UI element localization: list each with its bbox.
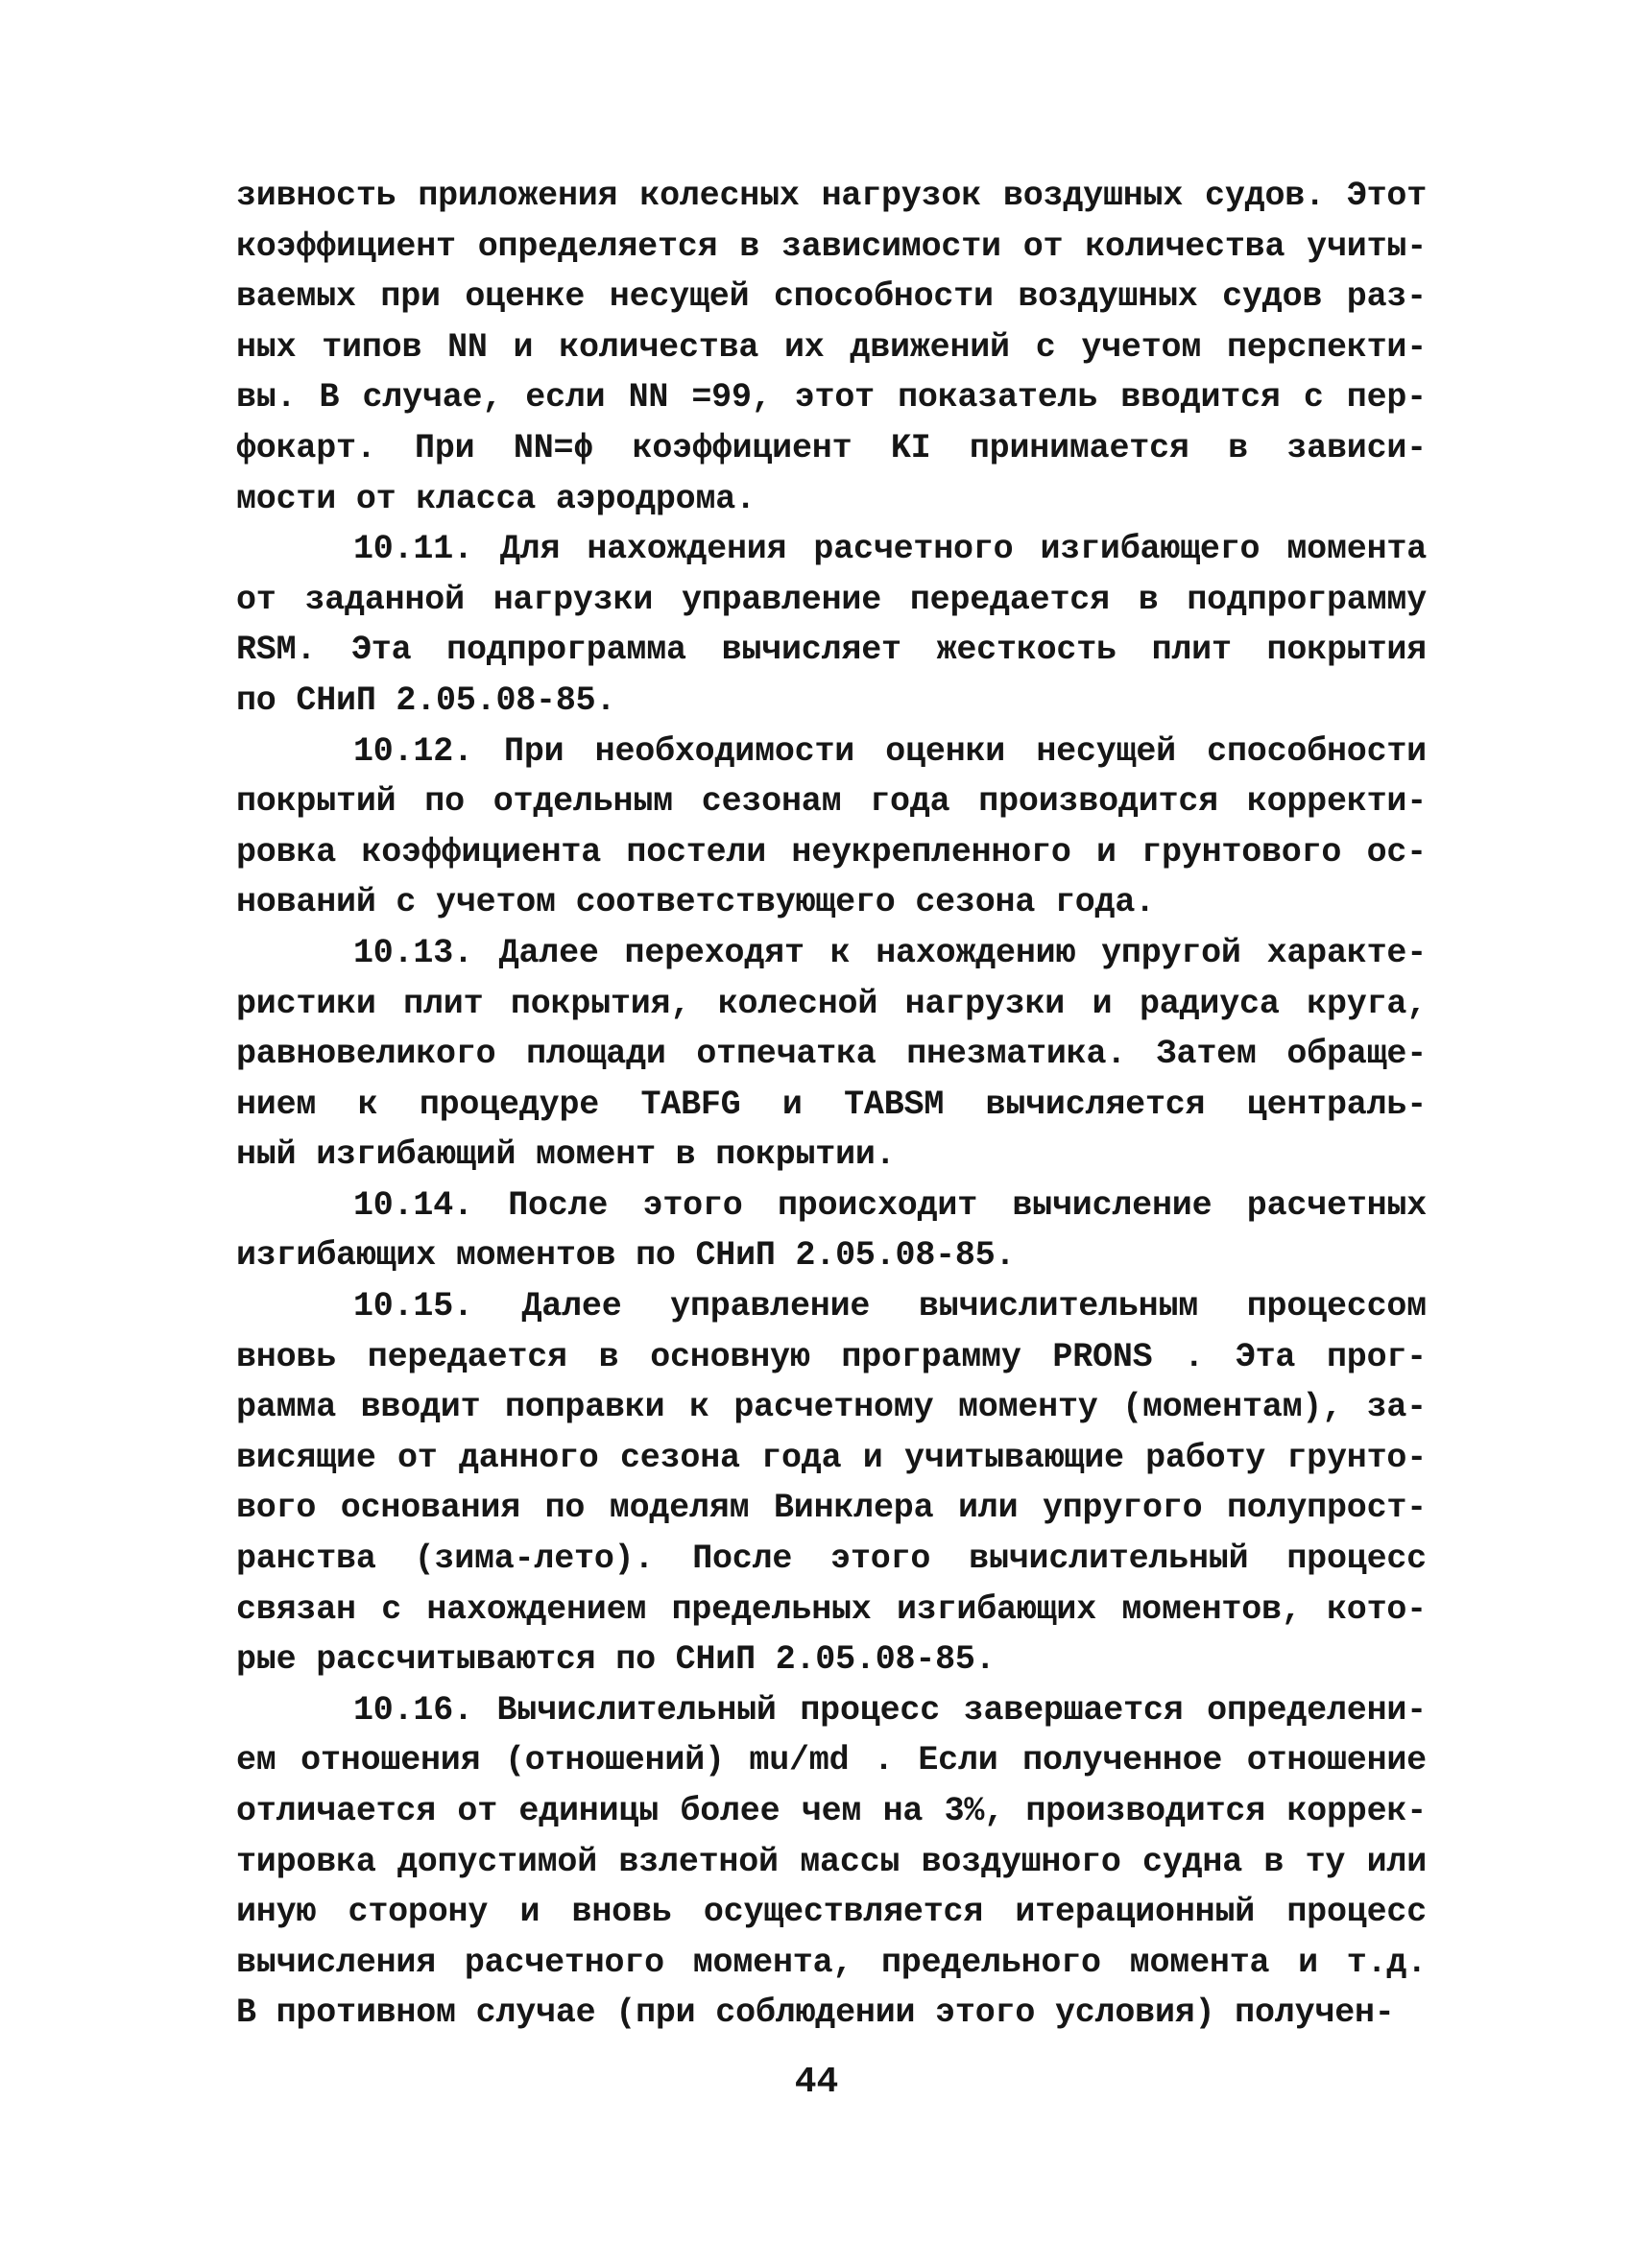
text-line: висящие от данного сезона года и учитывающие работу грунто-: [236, 1438, 1427, 1477]
text-line: покрытий по отдельным сезонам года производится корректи-: [236, 782, 1427, 822]
text-line: ровка коэффициента постели неукрепленного и грунтового ос-: [236, 832, 1427, 871]
text-line: В противном случае (при соблюдении этого условия) получен-: [236, 1993, 1395, 2033]
text-line: ристики плит покрытия, колесной нагрузки и радиуса круга,: [236, 984, 1427, 1023]
section-10-11-heading-line: 10.11. Для нахождения расчетного изгибающего момента: [353, 530, 1427, 569]
section-10-12-heading-line: 10.12. При необходимости оценки несущей способности: [353, 731, 1427, 771]
text-line: по СНиП 2.05.08-85.: [236, 680, 616, 720]
text-line: изгибающих моментов по СНиП 2.05.08-85.: [236, 1236, 1016, 1276]
text-line: коэффициент определяется в зависимости от количества учиты-: [236, 227, 1427, 266]
page-number: 44: [794, 2062, 839, 2103]
body-text: [236, 171, 1427, 2039]
text-line: рамма вводит поправки к расчетному моменту (моментам), за-: [236, 1388, 1427, 1427]
text-line: ранства (зима-лето). После этого вычислительный процесс: [236, 1540, 1427, 1579]
text-line: вновь передается в основную программу PRONS . Эта прог-: [236, 1337, 1427, 1376]
section-10-14-heading-line: 10.14. После этого происходит вычисление расчетных: [353, 1185, 1427, 1225]
text-line: от заданной нагрузки управление передается в подпрограмму: [236, 580, 1427, 619]
text-line: ваемых при оценке несущей способности воздушных судов раз-: [236, 277, 1427, 317]
text-line: RSM. Эта подпрограмма вычисляет жесткость плит покрытия: [236, 631, 1427, 670]
section-10-13-heading-line: 10.13. Далее переходят к нахождению упругой характе-: [353, 933, 1427, 972]
text-line: ный изгибающий момент в покрытии.: [236, 1135, 896, 1175]
text-line: тировка допустимой взлетной массы воздушного судна в ту или: [236, 1842, 1427, 1881]
text-line: нований с учетом соответствующего сезона года.: [236, 883, 1155, 922]
text-line: фокарт. При NN=ϕ коэффициент KI принимается в зависи-: [236, 428, 1427, 467]
text-line: равновеликого площади отпечатка пнезматика. Затем обраще-: [236, 1035, 1427, 1074]
text-line: ем отношения (отношений) mu/md . Если полученное отношение: [236, 1741, 1427, 1780]
text-line: иную сторону и вновь осуществляется итерационный процесс: [236, 1893, 1427, 1932]
text-line: вычисления расчетного момента, предельного момента и т.д.: [236, 1943, 1427, 1982]
text-line: ных типов NN и количества их движений с учетом перспекти-: [236, 327, 1427, 367]
text-line: отличается от единицы более чем на 3%, производится коррек-: [236, 1792, 1427, 1830]
section-10-15-heading-line: 10.15. Далее управление вычислительным процессом: [353, 1287, 1427, 1326]
text-line: зивность приложения колесных нагрузок воздушных судов. Этот: [236, 177, 1427, 215]
text-line: рые рассчитываются по СНиП 2.05.08-85.: [236, 1640, 996, 1680]
text-line: нием к процедуре TABFG и TABSM вычисляется централь-: [236, 1085, 1427, 1124]
text-line: вого основания по моделям Винклера или упругого полупрост-: [236, 1489, 1427, 1528]
text-line: вы. В случае, если NN =99, этот показатель вводится с пер-: [236, 378, 1427, 418]
text-line: связан с нахождением предельных изгибающих моментов, кото-: [236, 1589, 1427, 1629]
section-10-16-heading-line: 10.16. Вычислительный процесс завершается определени-: [353, 1690, 1427, 1730]
text-line: мости от класса аэродрома.: [236, 479, 756, 518]
